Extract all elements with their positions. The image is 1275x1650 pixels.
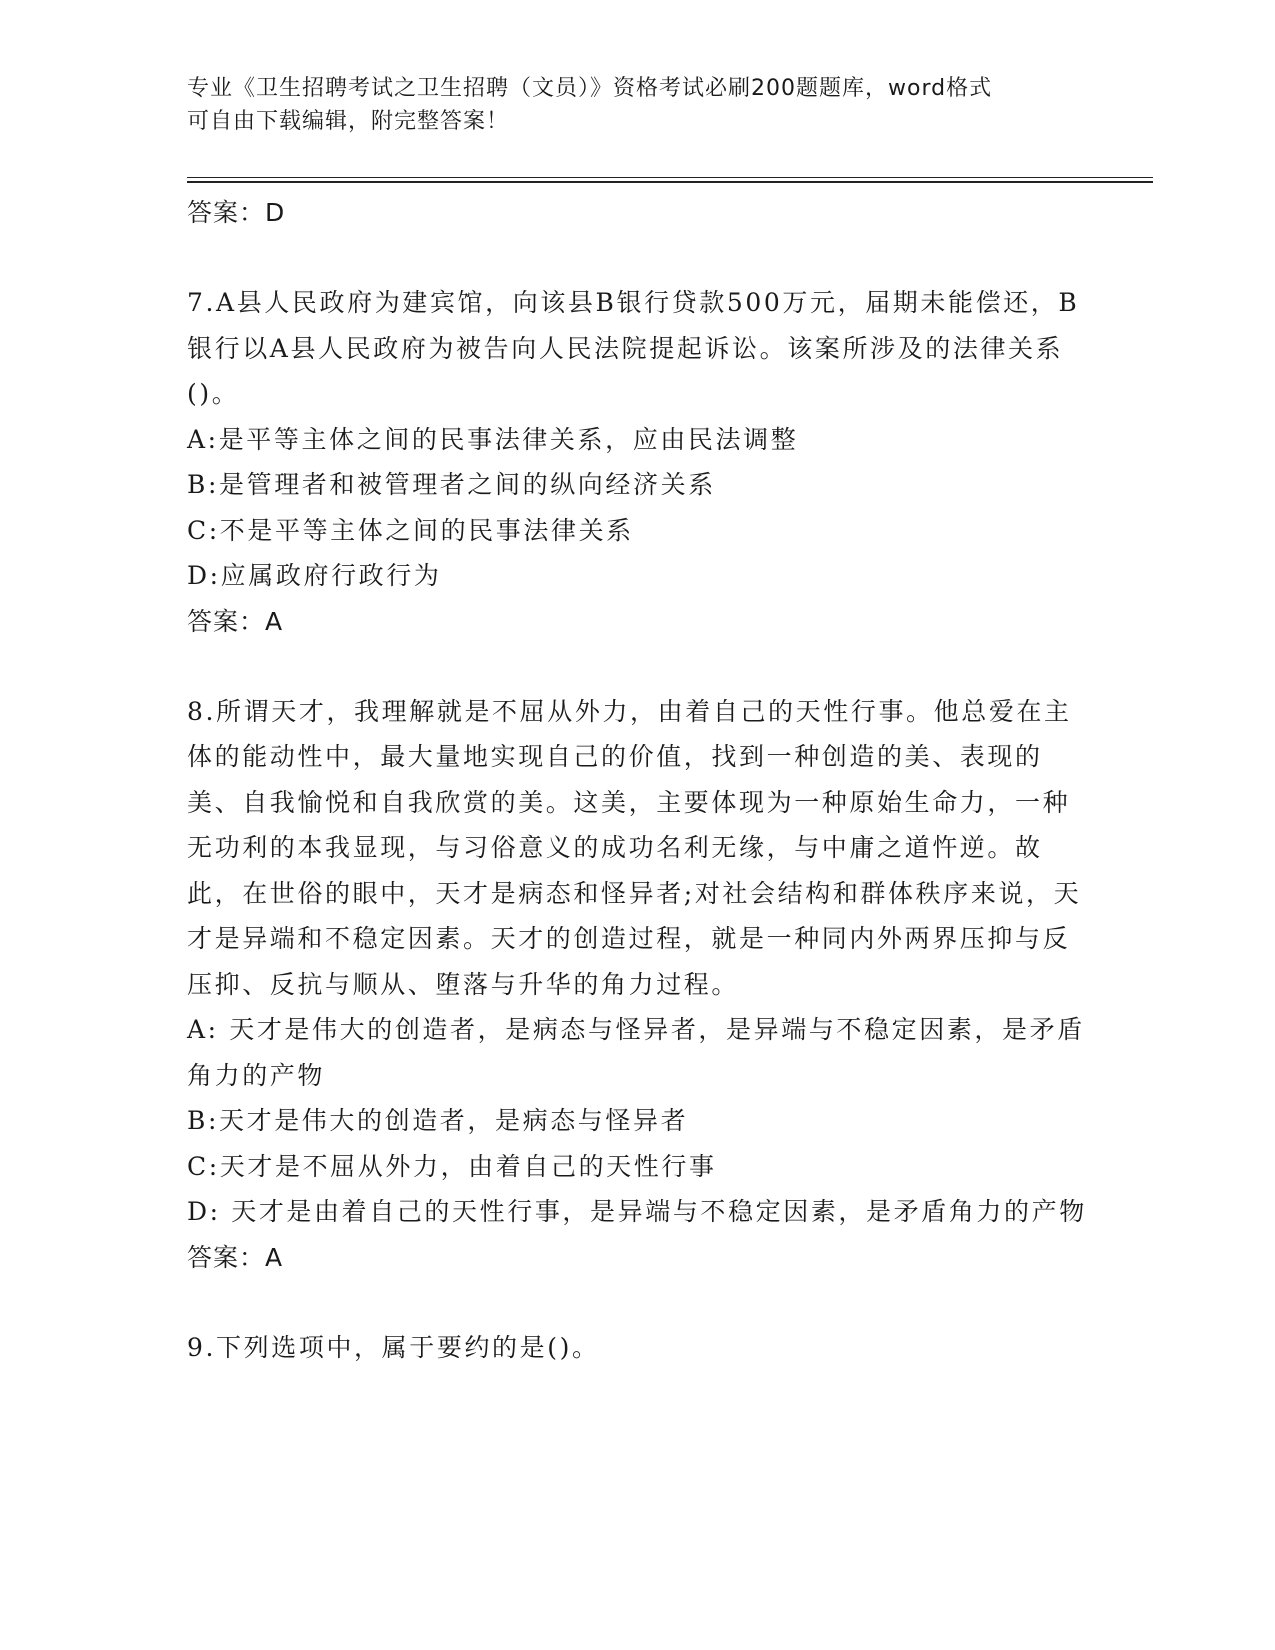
option-b <box>187 462 1087 508</box>
option-key: B: <box>187 1106 219 1135</box>
option-text: 天才是不屈从外力，由着自己的天性行事 <box>219 1151 717 1181</box>
option-c <box>187 1144 1087 1190</box>
option-text: 天才是伟大的创造者，是病态与怪异者，是异端与不稳定因素，是矛盾角力的产物 <box>187 1015 1085 1090</box>
option-key: D: <box>187 1197 232 1226</box>
question-text: 9.下列选项中，属于要约的是()。 <box>187 1332 600 1362</box>
option-text: 是平等主体之间的民事法律关系，应由民法调整 <box>218 424 799 454</box>
option-d <box>187 1189 1087 1235</box>
header-divider-thin <box>187 177 1153 178</box>
header-line-2: 可自由下载编辑，附完整答案！ <box>187 109 510 134</box>
option-key: A: <box>187 424 219 454</box>
option-key: A: <box>187 1015 230 1044</box>
question-8 <box>187 689 1087 1281</box>
option-text: 不是平等主体之间的民事法律关系 <box>219 515 634 545</box>
question-7 <box>187 280 1087 645</box>
option-key: C: <box>187 1151 220 1181</box>
option-text: 天才是由着自己的天性行事，是异端与不稳定因素，是矛盾角力的产物 <box>231 1197 1087 1226</box>
option-text: 应属政府行政行为 <box>220 561 442 590</box>
header-divider-thick <box>187 181 1153 183</box>
answer: 答案：A <box>187 606 284 636</box>
document-header <box>187 72 1067 138</box>
option-d <box>187 553 1087 599</box>
option-b <box>187 1098 1087 1144</box>
option-key: D: <box>187 561 221 590</box>
header-line-1: 专业《卫生招聘考试之卫生招聘（文员）》资格考试必刷200题题库，word格式 <box>187 76 993 101</box>
option-text: 天才是伟大的创造者，是病态与怪异者 <box>219 1106 689 1135</box>
option-c <box>187 508 1087 554</box>
previous-answer: 答案：D <box>187 198 286 227</box>
question-text: 7.A县人民政府为建宾馆，向该县B银行贷款500万元，届期未能偿还，B银行以A县人民政府为被告向人民法院提起诉讼。该案所涉及的法律关系()。 <box>187 288 1080 408</box>
option-text: 是管理者和被管理者之间的纵向经济关系 <box>219 470 716 499</box>
option-a <box>187 1007 1087 1098</box>
option-a <box>187 417 1087 463</box>
question-text: 8.所谓天才，我理解就是不屈从外力，由着自己的天性行事。他总爱在主体的能动性中，最大量地实现自己的价值，找到一种创造的美、表现的美、自我愉悦和自我欣赏的美。这美，主要体现为一种原始生命力，一种无功利的本我显现，与习俗意义的成功名利无缘，与中庸之道忤逆。故此，在世俗的眼中，天才是病态和怪异者;对社会结构和群体秩序来说，天才是异端和不稳定因素。天才的创造过程，就是一种同内外两界压抑与反压抑、反抗与顺从、堕落与升华的角力过程。 <box>187 696 1082 999</box>
option-key: B: <box>187 470 219 499</box>
answer: 答案：A <box>187 1242 284 1272</box>
option-key: C: <box>187 515 220 545</box>
question-9 <box>187 1325 1087 1371</box>
question-list <box>187 190 1087 1370</box>
